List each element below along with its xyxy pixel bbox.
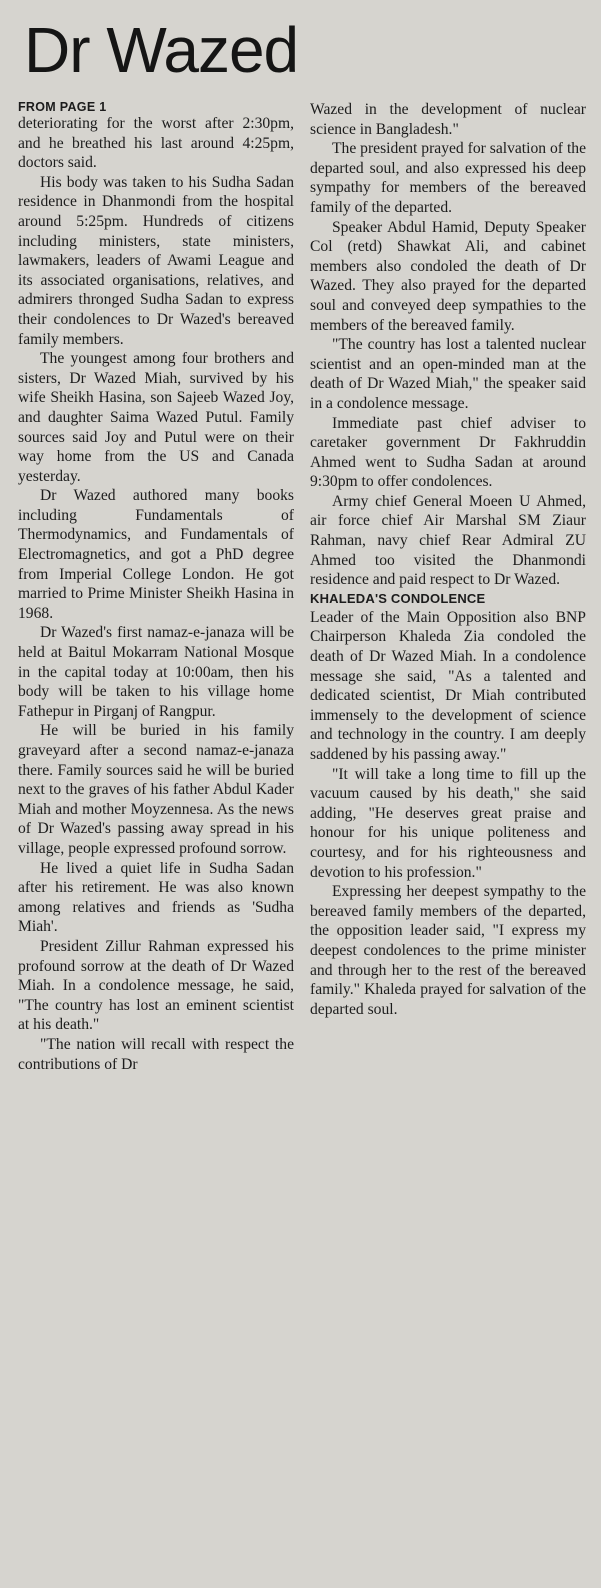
paragraph: "It will take a long time to fill up the vacuum caused by his death," she said adding, "He deserves great praise and honour for his unique politeness and courtesy, and for his righteousness and devotion to his profession." [310,765,586,881]
paragraph: The president prayed for salvation of the departed soul, and also expressed his deep sympathy for members of the bereaved family of the departed. [310,140,586,216]
article-body [18,100,587,1074]
paragraph: His body was taken to his Sudha Sadan residence in Dhanmondi from the hospital around 5:25pm. Hundreds of citizens including ministers, state ministers, lawmakers, leaders of Awami League and its associated organisations, relatives, and admirers thronged Sudha Sadan to express their condolences to Dr Wazed's bereaved family members. [18,173,294,348]
paragraph: The youngest among four brothers and sisters, Dr Wazed Miah, survived by his wife Sheikh Hasina, son Sajeeb Wazed Joy, and daughter Saima Wazed Putul. Family sources said Joy and Putul were on their way home from the US and Canada yesterday. [18,350,294,485]
paragraph: Dr Wazed authored many books including Fundamentals of Thermodynamics, and Fundamentals of Electromagnetics, and got a PhD degree from Imperial College London. He got married to Prime Minister Sheikh Hasina in 1968. [18,487,294,622]
left-column [18,100,294,1074]
paragraph: Wazed in the development of nuclear science in Bangladesh." [310,101,586,138]
paragraph: He lived a quiet life in Sudha Sadan after his retirement. He was also known among relatives and friends as 'Sudha Miah'. [18,859,294,936]
paragraph: "The country has lost a talented nuclear scientist and an open-minded man at the death of Dr Wazed Miah," the speaker said in a condolence message. [310,336,586,412]
paragraph: He will be buried in his family graveyard after a second namaz-e-janaza there. Family sources said he will be buried next to the graves of his father Abdul Kader Miah and mother Moyzennesa. As the news of Dr Wazed's passing away spread in his village, people expressed profound sorrow. [18,722,294,857]
paragraph: Speaker Abdul Hamid, Deputy Speaker Col (retd) Shawkat Ali, and cabinet members also condoled the death of Dr Wazed. They also prayed for the departed soul and conveyed deep sympathies to the members of the bereaved family. [310,218,586,334]
paragraph: Expressing her deepest sympathy to the bereaved family members of the departed, the opposition leader said, "I express my deepest condolences to the prime minister and through her to the rest of the bereaved family." Khaleda prayed for salvation of the departed soul. [310,883,586,1018]
section-subhead: KHALEDA'S CONDOLENCE [310,590,486,606]
headline: Dr Wazed [24,14,299,86]
paragraph: Army chief General Moeen U Ahmed, air force chief Air Marshal SM Ziaur Rahman, navy chief Rear Admiral ZU Ahmed too visited the Dhanmondi residence and paid respect to Dr Wazed. [310,492,586,589]
continuation-kicker: FROM PAGE 1 [18,100,107,114]
paragraph: Leader of the Main Opposition also BNP Chairperson Khaleda Zia condoled the death of Dr Wazed Miah. In a condolence message she said, "As a talented and dedicated scientist, Dr Miah contributed immensely to the development of science and technology in the country. I am deeply saddened by his passing away." [310,608,586,763]
paragraph: deteriorating for the worst after 2:30pm, and he breathed his last around 4:25pm, doctors said. [18,115,294,172]
paragraph: Dr Wazed's first namaz-e-janaza will be held at Baitul Mokarram National Mosque in the capital today at 10:00am, then his body will be taken to his village home Fathepur in Pirganj of Rangpur. [18,624,294,720]
right-column [310,100,586,1074]
paragraph: "The nation will recall with respect the contributions of Dr [18,1035,294,1073]
paragraph: President Zillur Rahman expressed his profound sorrow at the death of Dr Wazed Miah. In a condolence message, he said, "The country has lost an eminent scientist at his death." [18,937,294,1034]
paragraph: Immediate past chief adviser to caretaker government Dr Fakhruddin Ahmed went to Sudha Sadan at around 9:30pm to offer condolences. [310,414,586,491]
